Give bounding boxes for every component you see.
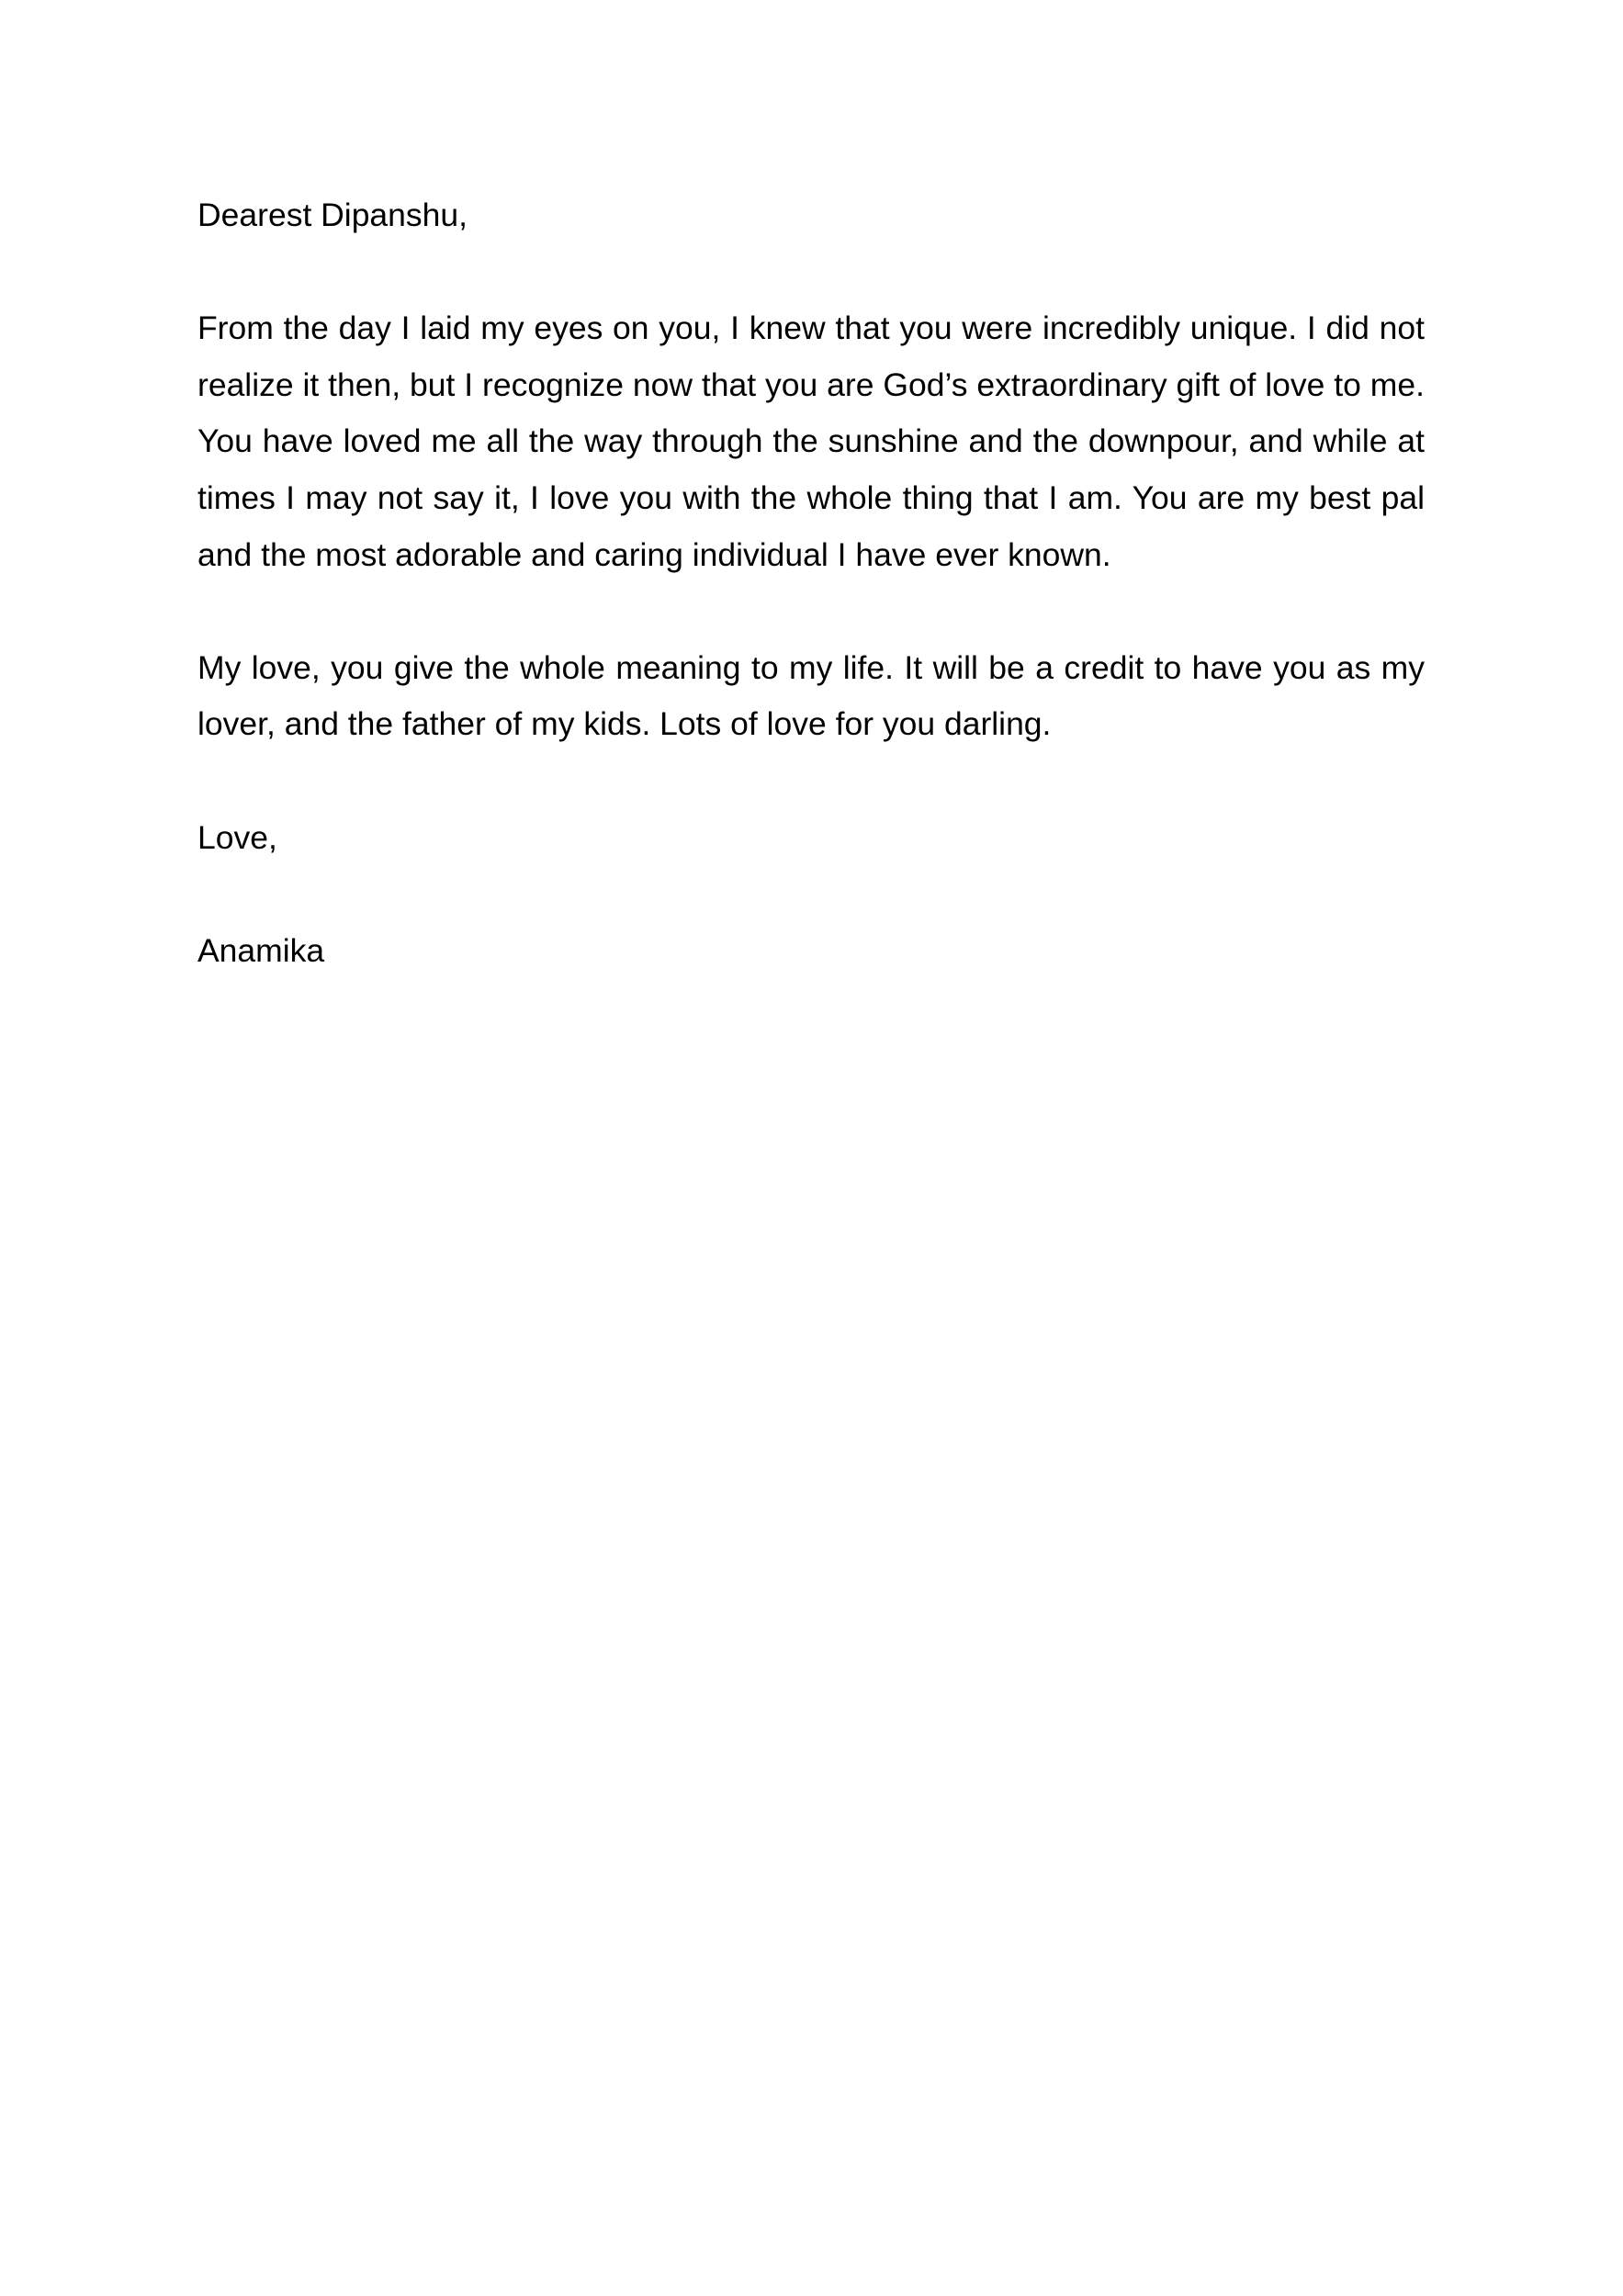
salutation: Dearest Dipanshu, — [197, 197, 468, 233]
body-paragraph-1: From the day I laid my eyes on you, I knew that you were incredibly unique. I did not realize it then, but I recognize now that you are God’s extraordinary gift of love to me. You have loved me all the way through the sunshine and the downpour, and while at times I may not say it, I love you with the whole thing that I am. You are my best pal and the most adorable and caring individual I have ever known. — [197, 310, 1425, 573]
body-paragraph-2: My love, you give the whole meaning to my life. It will be a credit to have you as my lover, and the father of my kids. Lots of love for you darling. — [197, 648, 1425, 743]
closing: Love, — [197, 818, 277, 856]
signature: Anamika — [197, 931, 325, 969]
